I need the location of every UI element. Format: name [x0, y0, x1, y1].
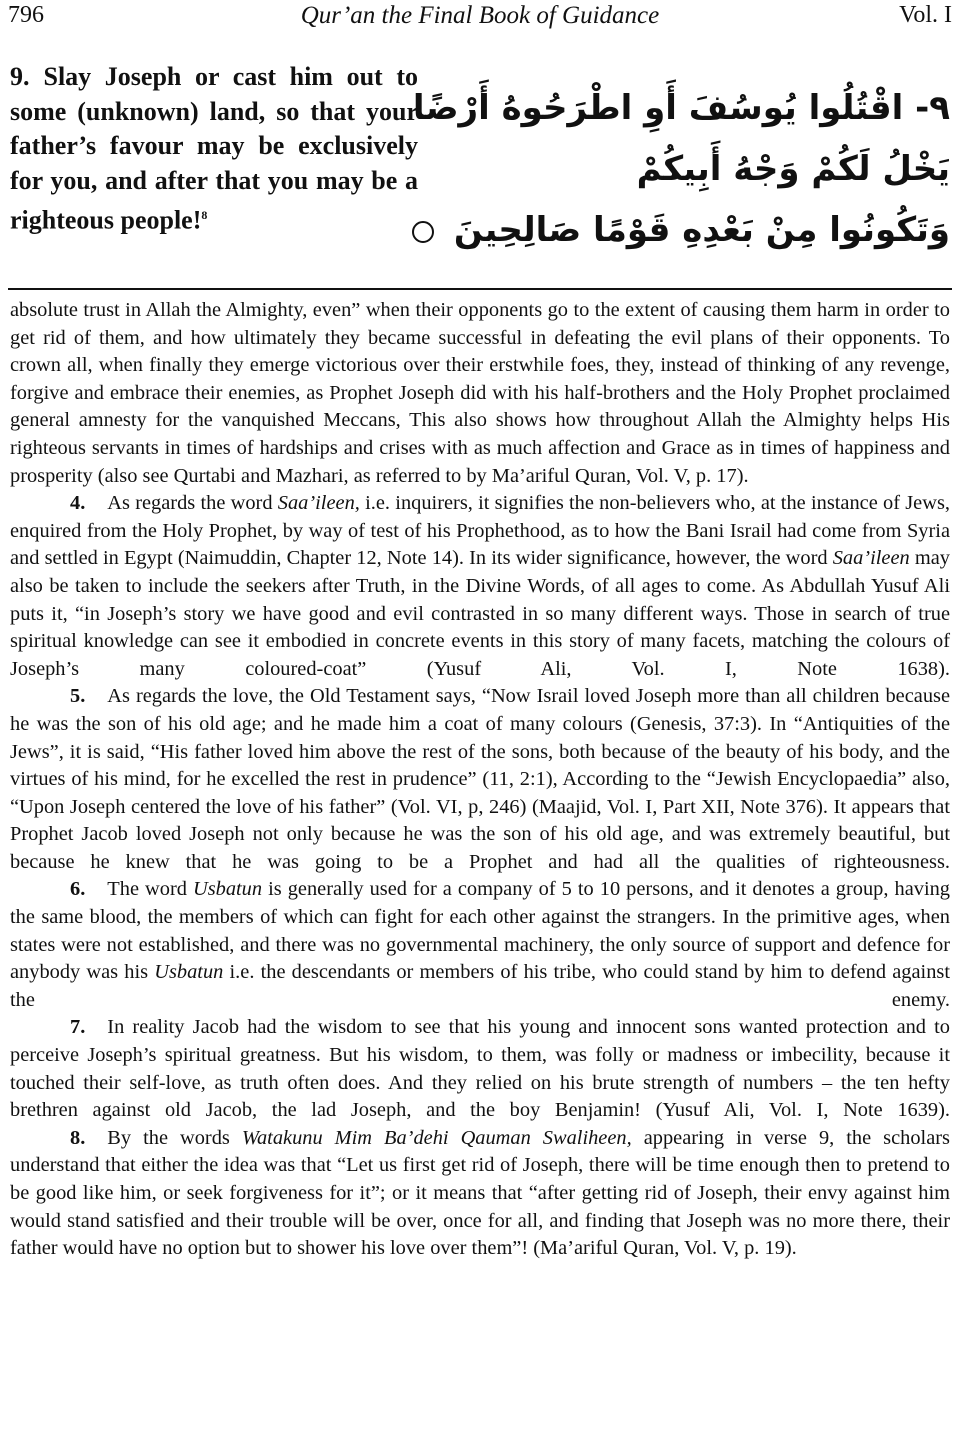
- note-term: Saa’ileen,: [277, 492, 360, 515]
- note-number: 8.: [70, 1126, 86, 1149]
- arabic-line-3: [453, 200, 950, 261]
- note-term: Usbatun: [192, 878, 263, 901]
- note-5: [10, 683, 950, 876]
- note-6: [10, 876, 950, 1014]
- footnote-ref: 8: [201, 208, 208, 222]
- note-term: Usbatun: [154, 961, 224, 984]
- verse-number: 9.: [10, 62, 30, 91]
- note-term: Saa’ileen: [832, 547, 910, 570]
- note-text: As regards the word: [107, 492, 278, 515]
- note-7: [10, 1014, 950, 1124]
- arabic-line-3-text: وَتَكُونُوا مِنْ بَعْدِهِ قَوْمًا صَالِحِينَ: [453, 210, 950, 250]
- commentary-continuation: absolute trust in Allah the Almighty, even” when their opponents go to the extent of causing them harm in order to get rid of them, and how ultimately they became successful in defeating the evil plans of their opponents. To crown all, when finally they emerge victorious over their erstwhile foes, they, instead of thinking of any revenge, forgive and embrace their enemies, as Prophet Joseph did with his half-brothers and the Holy Prophet proclaimed general amnesty for the vanquished Meccans, This also shows how throughout Allah the Almighty helps His righteous servants in times of hardships and crises with as much affection and Grace as in times of happiness and prosperity (also see Qurtabi and Mazhari, as referred to by Ma’ariful Quran, Vol. V, p. 17).: [10, 299, 950, 487]
- section-divider: [8, 288, 952, 290]
- note-term: Watakunu Mim Ba’dehi Qauman Swaliheen,: [241, 1126, 632, 1149]
- note-text: By the words: [107, 1126, 242, 1149]
- note-text: is generally used for a company of 5 to 10 persons, and it denotes a group, having the same blood, the members of which can fight for each other against the strangers. In the primitive ages, when states were not established, and there was no governmental machinery, the only source of support and defence for anybody was his: [10, 878, 950, 984]
- note-number: 4.: [70, 492, 86, 515]
- note-text: In reality Jacob had the wisdom to see that his young and innocent sons wanted protection and to perceive Joseph’s spiritual greatness. But his wisdom, to them, was folly or madness or imbecility, because it touched their self-love, as truth often does. And they relied on his brute strength of numbers – the ten hefty brethren against old Jacob, the lad Joseph, and the boy Benjamin! (Yusuf Ali, Vol. I, Note 1639).: [10, 1016, 950, 1122]
- page-number: 796: [8, 2, 44, 28]
- verse-arabic: [412, 78, 950, 261]
- note-text: i.e. the descendants or members of his tribe, who could stand by him to defend against the enemy.: [10, 961, 950, 1011]
- page-header: [8, 0, 952, 36]
- note-number: 5.: [70, 685, 86, 708]
- verse-end-marker-icon: [412, 221, 434, 243]
- note-text: i.e. inquirers, it signifies the non-believers who, at the instance of Jews, enquired from the Holy Prophet, by way of test of his Prophethood, as to how the Bani Israil had come from Syria and settled in Egypt (Naimuddin, Chapter 12, Note 14). In its wider significance, however, the word: [10, 492, 950, 570]
- verse-translation: [10, 60, 418, 238]
- note-4: [10, 490, 950, 683]
- note-text: The word: [107, 878, 193, 901]
- arabic-line-1: ٩- اقْتُلُوا يُوسُفَ أَوِ اطْرَحُوهُ أَرْضًا: [412, 88, 950, 128]
- running-title: Qur’an the Final Book of Guidance: [300, 2, 660, 29]
- note-text: As regards the love, the Old Testament says, “Now Israil loved Joseph more than all children because he was the son of his old age; and he made him a coat of many colours (Genesis, 37:3). In “Antiquities of the Jews”, it is said, “His father loved him above the rest of the sons, both because of the beauty of his body, and the virtues of his mind, for he excelled the rest in prudence” (11, 2:1), According to the “Jewish Encyclopaedia” also, “Upon Joseph centered the love of his father” (Vol. VI, p, 246) (Maajid, Vol. I, Part XII, Note 376). It appears that Prophet Jacob loved Joseph not only because he was the son of his old age, and was extremely beautiful, but because he knew that he was going to be a Prophet and had all the qualities of righteousness.: [10, 685, 950, 873]
- volume-label: Vol. I: [899, 2, 952, 28]
- commentary: [10, 297, 950, 1263]
- note-8: [10, 1125, 950, 1263]
- verse-translation-text: Slay Joseph or cast him out to some (unknown) land, so that your father’s favour may be exclusively for you, and after that you may be a righteous people!: [10, 62, 418, 235]
- note-number: 6.: [70, 878, 86, 901]
- verse-block: [10, 60, 950, 278]
- arabic-line-2: يَخْلُ لَكُمْ وَجْهُ أَبِيكُمْ: [636, 149, 950, 189]
- note-text: may also be taken to include the seekers after Truth, in the Divine Words, of all ages to come. As Abdullah Yusuf Ali puts it, “in Joseph’s story we have good and evil contrasted in so many different ways. Those in search of true spiritual knowledge can see it embodied in concrete events in this story of many facets, matching the colours of Joseph’s many coloured-coat” (Yusuf Ali, Vol. I, Note 1638).: [10, 547, 950, 680]
- note-number: 7.: [70, 1016, 86, 1039]
- note-text: appearing in verse 9, the scholars understand that either the idea was that “Let us first get rid of Joseph, there will be time enough then to pretend to be good like him, or seek forgiveness for it”; or it means that “after getting rid of Joseph, their envy against him would stand satisfied and their trouble will be over, once for all, and finding that Joseph was no more there, their father would have no option but to shower his love over them”! (Ma’ariful Quran, Vol. V, p. 19).: [10, 1126, 950, 1260]
